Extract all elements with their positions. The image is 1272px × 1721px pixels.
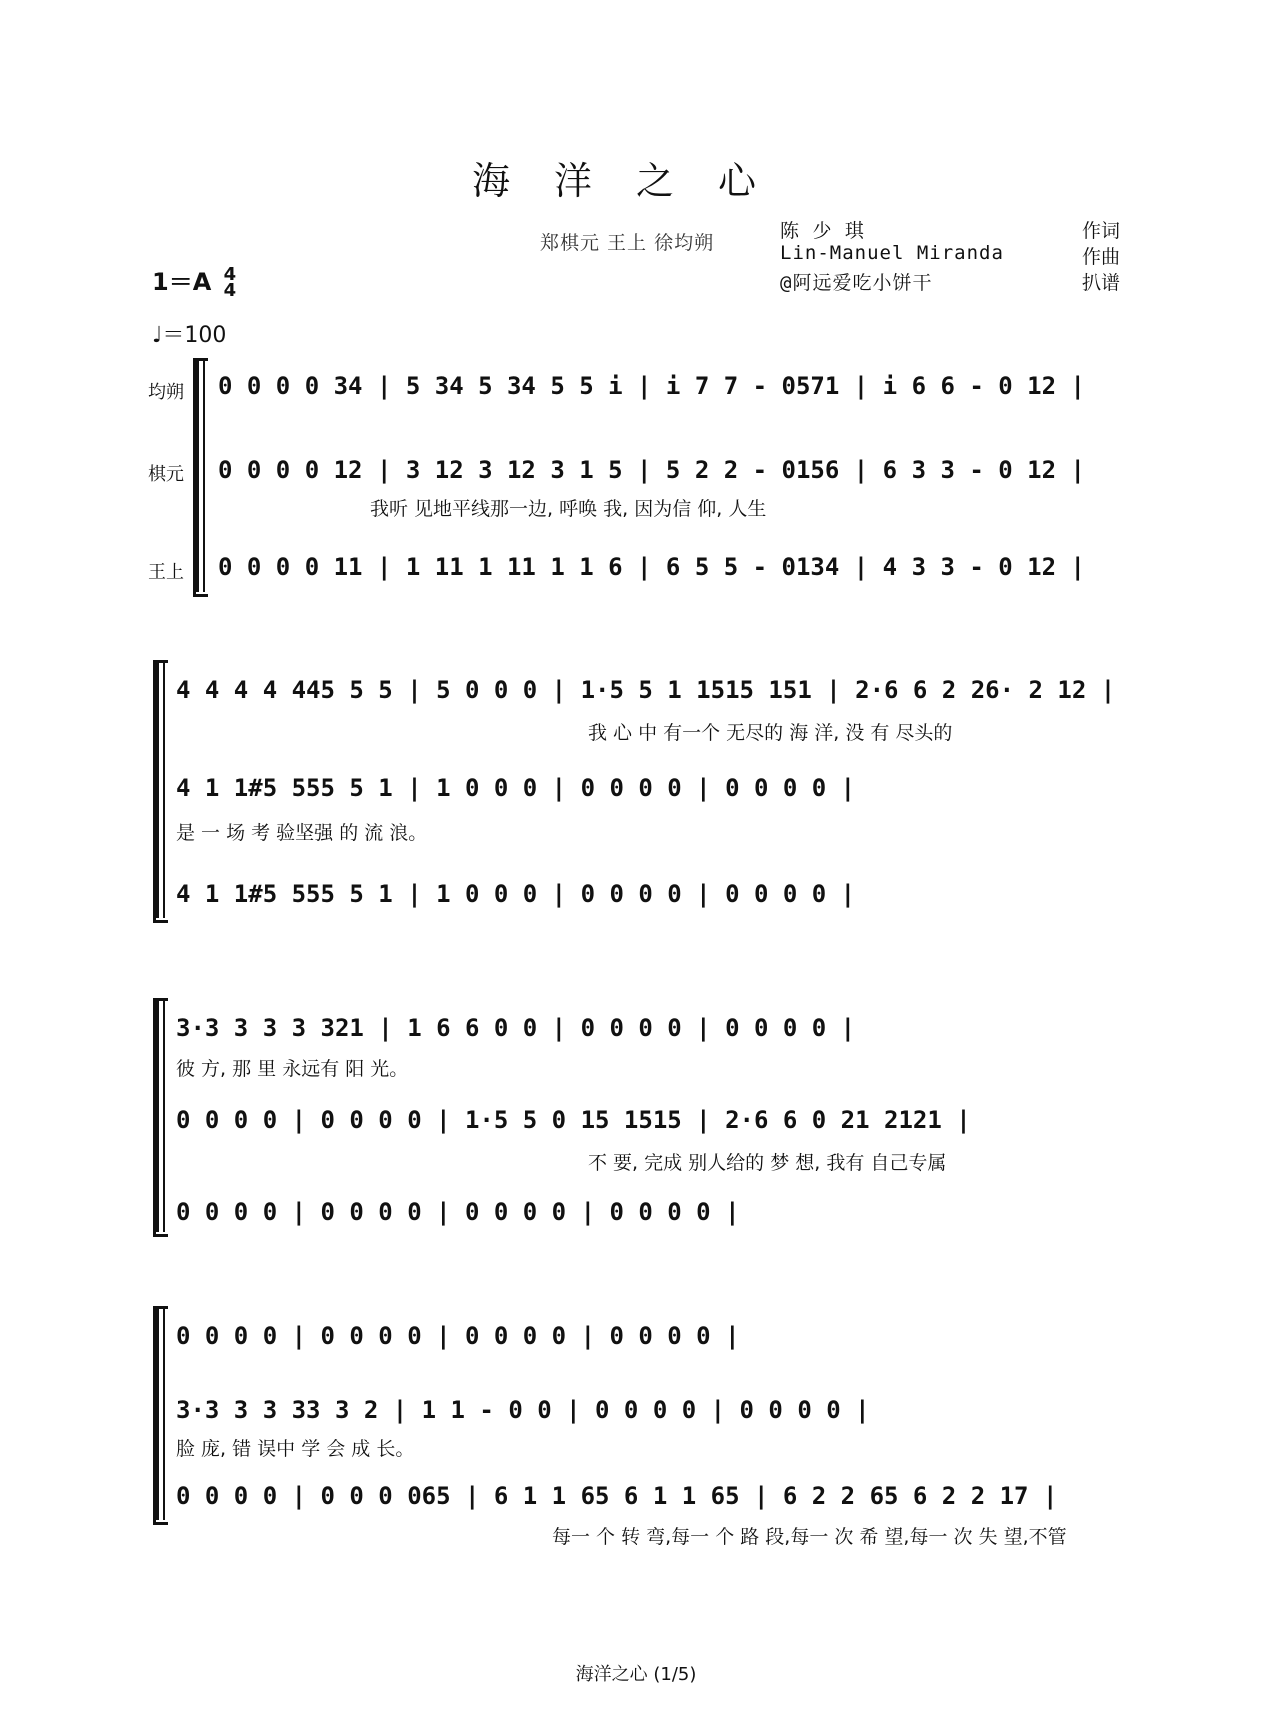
bracket-cap <box>193 582 208 597</box>
time-denominator: 4 <box>223 280 237 301</box>
key-label: 1＝A <box>152 268 212 296</box>
credit-name: Lin-Manuel Miranda <box>780 242 1004 264</box>
credit-composer <box>780 242 1120 269</box>
bracket-cap <box>193 358 208 373</box>
bracket-cap <box>153 1222 168 1237</box>
score-row: 0 0 0 0 34 | 5 34 5 34 5 5 i | i 7 7 - 0571 | i 6 6 - 0 12 | <box>218 372 1085 400</box>
score-row: 3·3 3 3 3 321 | 1 6 6 0 0 | 0 0 0 0 | 0 0 0 0 | <box>176 1014 856 1042</box>
system-bracket <box>193 360 199 592</box>
credit-transcriber <box>780 268 1120 295</box>
system-bracket-line <box>163 1000 165 1232</box>
page-title: 海洋之心 <box>471 159 800 203</box>
credit-role: 扒谱 <box>1081 272 1120 294</box>
lyric-line: 脸 庞, 错 误中 学 会 成 长。 <box>176 1438 415 1460</box>
part-label: 棋元 <box>148 464 184 485</box>
lyric-line: 彼 方, 那 里 永远有 阳 光。 <box>176 1058 409 1080</box>
bracket-cap <box>153 1306 168 1321</box>
score-row: 4 4 4 4 445 5 5 | 5 0 0 0 | 1·5 5 1 1515 151 | 2·6 6 2 26· 2 12 | <box>176 676 1116 704</box>
score-row: 0 0 0 0 | 0 0 0 0 | 1·5 5 0 15 1515 | 2·6 6 0 21 2121 | <box>176 1106 971 1134</box>
performers: 郑棋元 王上 徐均朔 <box>540 232 715 254</box>
time-signature <box>223 264 237 301</box>
tempo-marking: ♩＝100 <box>152 323 227 348</box>
bracket-cap <box>153 1510 168 1525</box>
credit-lyricist <box>780 216 1120 243</box>
score-row: 0 0 0 0 | 0 0 0 0 | 0 0 0 0 | 0 0 0 0 | <box>176 1198 740 1226</box>
lyric-line: 我 心 中 有一个 无尽的 海 洋, 没 有 尽头的 <box>588 722 953 744</box>
score-row: 0 0 0 0 | 0 0 0 0 | 0 0 0 0 | 0 0 0 0 | <box>176 1322 740 1350</box>
part-label: 均朔 <box>148 382 184 403</box>
score-row: 4 1 1#5 555 5 1 | 1 0 0 0 | 0 0 0 0 | 0 0 0 0 | <box>176 774 856 802</box>
bracket-cap <box>153 908 168 923</box>
key-signature <box>152 262 236 299</box>
score-row: 0 0 0 0 11 | 1 11 1 11 1 1 6 | 6 5 5 - 0134 | 4 3 3 - 0 12 | <box>218 553 1085 581</box>
lyric-line: 我听 见地平线那一边, 呼唤 我, 因为信 仰, 人生 <box>370 498 767 520</box>
page-footer: 海洋之心 (1/5) <box>575 1664 697 1685</box>
lyric-line: 是 一 场 考 验坚强 的 流 浪。 <box>176 822 428 844</box>
system-bracket <box>153 1000 159 1232</box>
part-label: 王上 <box>148 562 184 583</box>
lyric-line: 每一 个 转 弯,每一 个 路 段,每一 次 希 望,每一 次 失 望,不管 <box>552 1526 1067 1548</box>
system-bracket <box>153 662 159 918</box>
time-numerator: 4 <box>223 264 237 285</box>
credit-role: 作词 <box>1081 220 1120 242</box>
credit-role: 作曲 <box>1081 246 1120 268</box>
system-bracket-line <box>163 1308 165 1520</box>
system-bracket <box>153 1308 159 1520</box>
score-row: 4 1 1#5 555 5 1 | 1 0 0 0 | 0 0 0 0 | 0 0 0 0 | <box>176 880 856 908</box>
bracket-cap <box>153 660 168 675</box>
credit-name: @阿远爱吃小饼干 <box>780 272 933 294</box>
credit-name: 陈 少 琪 <box>780 220 865 242</box>
score-row: 0 0 0 0 12 | 3 12 3 12 3 1 5 | 5 2 2 - 0156 | 6 3 3 - 0 12 | <box>218 456 1085 484</box>
score-row: 0 0 0 0 | 0 0 0 065 | 6 1 1 65 6 1 1 65 | 6 2 2 65 6 2 2 17 | <box>176 1482 1058 1510</box>
system-bracket-line <box>203 360 205 592</box>
bracket-cap <box>153 998 168 1013</box>
score-row: 3·3 3 3 33 3 2 | 1 1 - 0 0 | 0 0 0 0 | 0 0 0 0 | <box>176 1396 870 1424</box>
lyric-line: 不 要, 完成 别人给的 梦 想, 我有 自己专属 <box>588 1152 947 1174</box>
system-bracket-line <box>163 662 165 918</box>
